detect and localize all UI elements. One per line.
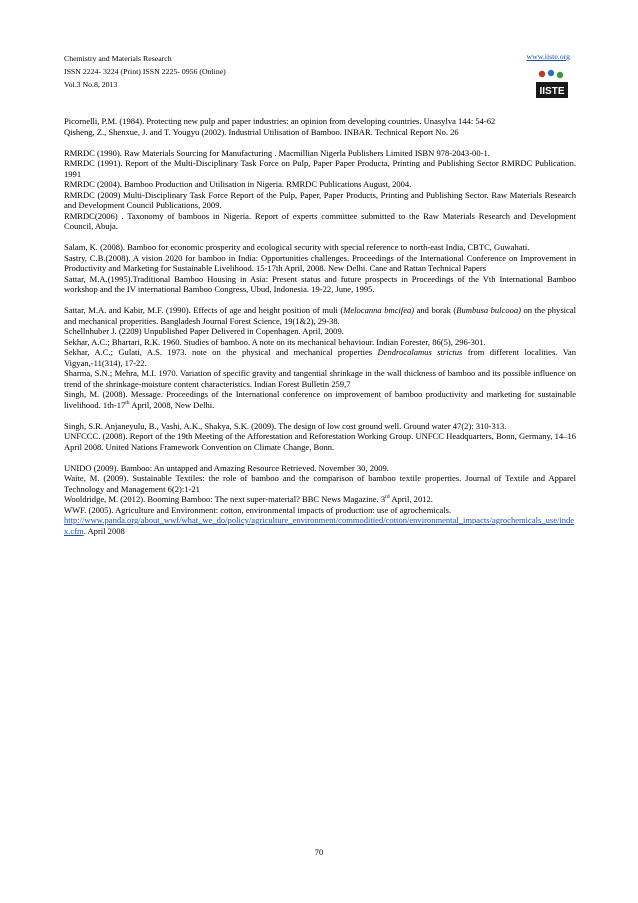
wwf-reference-link[interactable]: http://www.panda.org/about_wwf/what_we_do/policy/agriculture_environment/commoditied/cotton/environmental_impacts/agrochemicals_use/index.cfm (64, 515, 575, 536)
reference-item: Wooldridge, M. (2012). Booming Bamboo: The next super-material? BBC News Magazine. 3rd April, 2012. (64, 494, 433, 504)
reference-item: RMRDC (2009) Multi-Disciplinary Task Force Report of the Pulp, Paper, Paper Products, Printing and Publishing Sector. Raw Materials Research and Development Council Publications, 2009. (64, 189, 576, 210)
reference-item: UNFCCC. (2008). Report of the 19th Meeting of the Afforestation and Reforestation Working Group. UNFCC Headquarters, Bonn, Germany, 14–16 April 2008. United Nations Framework Convention on Climate Change, Bonn. (64, 431, 576, 452)
issn-line: ISSN 2224- 3224 (Print) ISSN 2225- 0956 (Online) (64, 67, 226, 76)
reference-item: Singh, S.R. Anjaneyulu, B., Vashi, A.K., Shakya, S.K. (2009). The design of low cost ground well. Ground water 47(2): 310-313. (64, 420, 507, 431)
volume-line: Vol.3 No.8, 2013 (64, 80, 118, 89)
reference-item: RMRDC(2006) . Taxonomy of bamboos in Nigeria. Report of experts committee submitted to the Raw Materials Research and Development Council, Abuja. (64, 210, 576, 231)
reference-item: Singh, M. (2008). Message. Proceedings of the International conference on improvement of bamboo productivity and marketing for sustainable livelihood. 1th-17th April, 2008, New Delhi. (64, 389, 576, 410)
reference-item: RMRDC (1991). Report of the Multi-Disciplinary Task Force on Pulp, Paper Paper Producta, Printing and Publishing Sector RMRDC Publication. 1991 (64, 158, 576, 179)
reference-item: RMRDC (2004). Bamboo Production and Utilisation in Nigeria. RMRDC Publications August, 2004. (64, 179, 412, 189)
references-list (64, 116, 576, 536)
reference-item: http://www.panda.org/about_wwf/what_we_do/policy/agriculture_environment/commoditied/cotton/environmental_impacts/agrochemicals_use/index.cfm. April 2008 (64, 515, 575, 536)
reference-item: Sastry, C.B.(2008). A vision 2020 for bamboo in India: Opportunities challenges. Proceedings of the International Conference on Improvement in Productivity and Marketing for Sustainable Livelihood. 15-17th April, 2008. New Delhi. Cane and Rattan Technical Papers (64, 252, 576, 273)
reference-item: Picornelli, P.M. (1984). Protecting new pulp and paper industries: an opinion from developing countries. Unasylva 144: 54-62 (64, 116, 496, 126)
reference-item: Salam, K. (2008). Bamboo for economic prosperity and ecological security with special reference to north-east India, CBTC, Guwahati. (64, 242, 530, 252)
reference-item: Sekhar, A.C.; Bhartari, R.K. 1960. Studies of bamboo. A note on its mechanical behaviour. Indian Forester, 86(5), 296-301. (64, 336, 486, 347)
reference-item: Qisheng, Z., Shenxue, J. and T. Yougyu (2002). Industrial Utilisation of Bamboo. INBAR. Technical Report No. 26 (64, 126, 459, 137)
reference-item: Sekhar, A.C.; Gulati, A.S. 1973. note on the physical and mechanical properties Dendrocalamus strictus from different localities. Van Vigyan,-11(314), 17-22. (64, 347, 576, 368)
page-number: 70 (314, 847, 324, 857)
journal-website-link[interactable]: www.iiste.org (526, 52, 570, 61)
reference-item: Schellnhuber J. (2209) Unpublished Paper Delivered in Copenhagen. April, 2009. (64, 326, 344, 336)
reference-item: Sattar, M.A.(1995).Traditional Bamboo Housing in Asia: Present status and future prospects in Proceedings of the Vth International Bamboo workshop and the IV international Bamboo Congress, Ubud, Indonesia. 19-22, June, 1995. (64, 273, 576, 294)
iiste-logo-icon (534, 68, 570, 102)
reference-item: Sharma, S.N.; Mehra, M.I. 1970. Variation of specific gravity and tangential shrinkage in the wall thickness of bamboo and its possible influence on trend of the shrinkage-moisture content characteristics. Indian Forest Bulletin 259,7 (64, 368, 576, 389)
reference-item: RMRDC (1990). Raw Materials Sourcing for Manufacturing . Macmillian Nigerla Publishers Limited ISBN 978-2043-00-1. (64, 147, 490, 158)
reference-item: WWF. (2005). Agriculture and Environment: cotton, environmental impacts of production: use of agrochemicals. (64, 504, 452, 515)
page-header (64, 52, 576, 112)
journal-name: Chemistry and Materials Research (64, 54, 172, 63)
reference-item: Waite, M. (2009). Sustainable Textiles: the role of bamboo and the comparison of bamboo textile properties. Journal of Textile and Apparel Technology and Management 6(2):1-21 (64, 473, 576, 494)
svg-text:IISTE: IISTE (539, 86, 565, 97)
reference-item: UNIDO (2009). Bamboo: An untapped and Amazing Resource Retrieved. November 30, 2009. (64, 462, 389, 473)
reference-item: Sattar, M.A. and Kabir, M.F. (1990). Effects of age and height position of muli (Melocanna bmcifea) and borak (Bumbusa bulcooa) on the physical and mechanical properities. Bangladesh Journal Forest Science, 19(1&2), 29-38. (64, 305, 576, 326)
